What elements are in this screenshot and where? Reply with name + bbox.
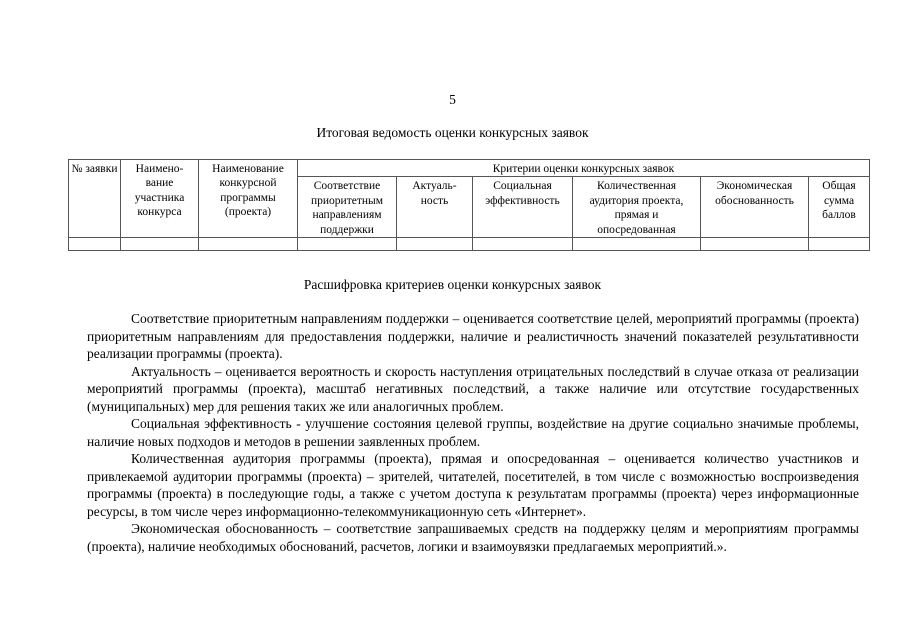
paragraph-social-efficiency: Социальная эффективность - улучшение состояния целевой группы, воздействие на другие социально значимые проблемы, наличие новых подходов и методов в решении заявленных проблем. [87,416,859,449]
header-program: Наименование конкурсной программы (проекта) [199,160,298,238]
header-participant: Наимено-вание участника конкурса [121,160,199,238]
header-criteria: Критерии оценки конкурсных заявок [298,160,870,177]
paragraph-audience: Количественная аудитория программы (проекта), прямая и опосредованная – оценивается количество участников и привлекаемой аудитории программы (проекта) – зрителей, читателей, посетителей, в том числе с возможностью воспроизведения программы (проекта) в последующие годы, а также с учетом доступа к результатам программы (проекта) через информационные ресурсы, в том числе через информационно-телекоммуникационную сеть «Интернет». [87,451,859,519]
criterion-economic: Экономическая обоснованность [701,177,809,238]
criterion-total: Общая сумма баллов [809,177,870,238]
section-title: Расшифровка критериев оценки конкурсных заявок [303,277,602,292]
page-number: 5 [449,92,456,107]
criterion-social-efficiency: Социальная эффективность [473,177,573,238]
table-row [69,237,870,250]
paragraph-priority: Соответствие приоритетным направлениям поддержки – оценивается соответствие целей, мероприятий программы (проекта) приоритетным направлениям для предоставления поддержки, наличие и реалистичность значений показателей результативности реализации программы (проекта). [87,311,859,361]
criterion-priority: Соответствие приоритетным направлениям поддержки [298,177,397,238]
table-title: Итоговая ведомость оценки конкурсных заявок [316,125,589,140]
paragraph-relevance: Актуальность – оценивается вероятность и скорость наступления отрицательных последствий в случае отказа от реализации мероприятий программы (проекта), масштаб негативных последствий, а также наличие или отсутствие государственных (муниципальных) мер для решения таких же или аналогичных проблем. [87,363,859,414]
header-number: № заявки [69,160,121,238]
criteria-description [87,310,859,555]
criterion-audience: Количественная аудитория проекта, прямая и опосредованная [573,177,701,238]
criterion-relevance: Актуаль-ность [397,177,473,238]
paragraph-economic: Экономическая обоснованность – соответствие запрашиваемых средств на поддержку целям и мероприятиям программы (проекта), наличие необходимых обоснований, расчетов, логики и взаимоувязки предлагаемых мероприятий.». [87,521,859,554]
evaluation-table [68,159,870,251]
